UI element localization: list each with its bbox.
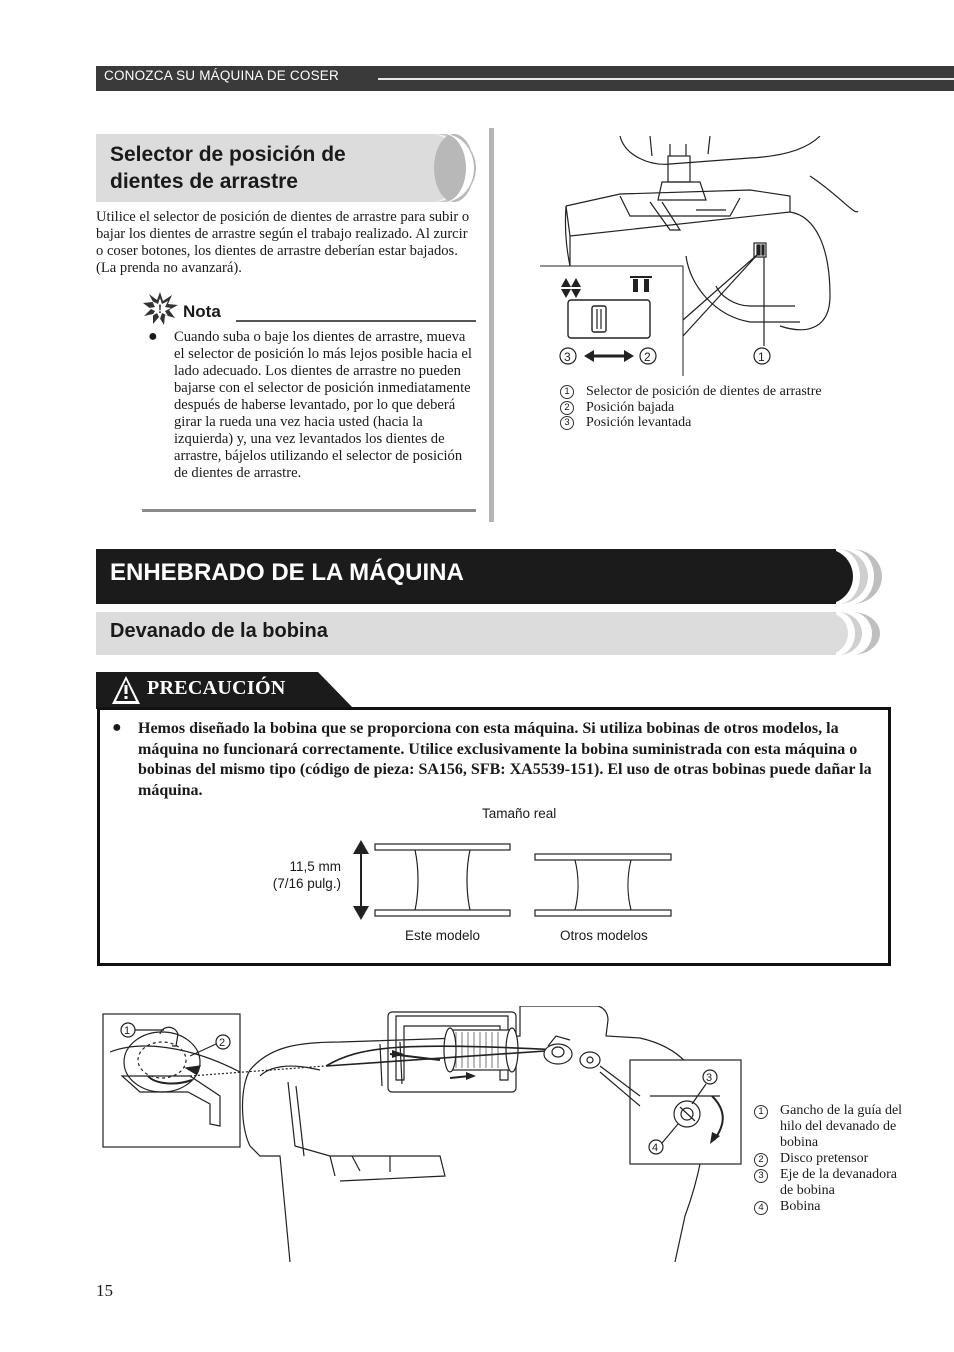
legend-item: 2 Posición bajada <box>560 400 880 416</box>
caution-bullet: ● <box>112 719 122 736</box>
bobbin-comparison-illustration <box>345 838 685 924</box>
callout-2: 2 <box>219 1037 226 1049</box>
callout-3: 3 <box>564 350 571 364</box>
legend-item: 3 Posición levantada <box>560 415 880 431</box>
bobbin-winding-legend <box>754 1103 904 1215</box>
legend-item: 1 Selector de posición de dientes de arrastre <box>560 384 880 400</box>
legend-item: 4 Bobina <box>754 1199 904 1215</box>
dimension-mm: 11,5 mm <box>289 859 341 874</box>
feed-dog-description: Utilice el selector de posición de dientes de arrastre para subir o bajar los dientes de arrastre según el trabajo realizado. Al zurcir o coser botones, los dientes de arrastre deberían estar bajados. (La prenda no avanzará). <box>96 209 470 276</box>
callout-1: 1 <box>124 1025 131 1037</box>
legend-item: 2 Disco pretensor <box>754 1151 904 1167</box>
legend-item: 3 Eje de la devanadora de bobina <box>754 1167 904 1199</box>
callout-3: 3 <box>706 1072 713 1084</box>
note-bottom-rule <box>142 509 476 512</box>
this-model-caption: Este modelo <box>405 928 481 943</box>
note-text: Cuando suba o baje los dientes de arrastre, mueva el selector de posición lo más lejos posible hacia el lado adecuado. Los dientes de arrastre no pueden bajarse con el selector de posición inmediatamente después de haberse levantado, por lo que deberá girar la rueda una vez hacia usted (hacia la izquierda) y, una vez levantados los dientes de arrastre, bájelos utilizando el selector de posición de dientes de arrastre. <box>174 329 472 481</box>
note-top-rule <box>236 320 476 322</box>
caution-text: Hemos diseñado la bobina que se proporciona con esta máquina. Si utiliza bobinas de otros modelos, la máquina no funcionará correctamente. Utilice exclusivamente la bobina suministrada con esta máquina o bobinas del mismo tipo (código de pieza: SA156, SFB: XA5539-151). El uso de otras bobinas puede dañar la máquina. <box>138 720 872 799</box>
note-bullet: ● <box>148 328 158 345</box>
note-icon <box>142 290 180 326</box>
note-label: Nota <box>183 302 221 321</box>
header-rule <box>378 78 954 80</box>
caution-label: PRECAUCIÓN <box>147 677 286 699</box>
chapter-title: ENHEBRADO DE LA MÁQUINA <box>110 559 464 586</box>
column-divider <box>489 128 494 522</box>
feed-dog-selector-illustration <box>540 136 860 376</box>
subsection-title: Devanado de la bobina <box>110 620 328 642</box>
legend-item: 1 Gancho de la guía del hilo del devanado de bobina <box>754 1103 904 1151</box>
svg-text:!: ! <box>158 302 162 316</box>
feed-dog-legend <box>560 384 880 431</box>
section-title: Selector de posición de dientes de arrastre <box>110 143 346 193</box>
other-models-caption: Otros modelos <box>560 928 648 943</box>
bobbin-winding-illustration <box>100 1006 750 1262</box>
dimension-inches: (7/16 pulg.) <box>272 876 341 891</box>
actual-size-label: Tamaño real <box>482 806 557 821</box>
callout-4: 4 <box>652 1142 659 1154</box>
callout-2: 2 <box>644 350 651 364</box>
page-number: 15 <box>96 1281 113 1300</box>
callout-1: 1 <box>758 350 765 364</box>
section-label: CONOZCA SU MÁQUINA DE COSER <box>104 68 339 83</box>
